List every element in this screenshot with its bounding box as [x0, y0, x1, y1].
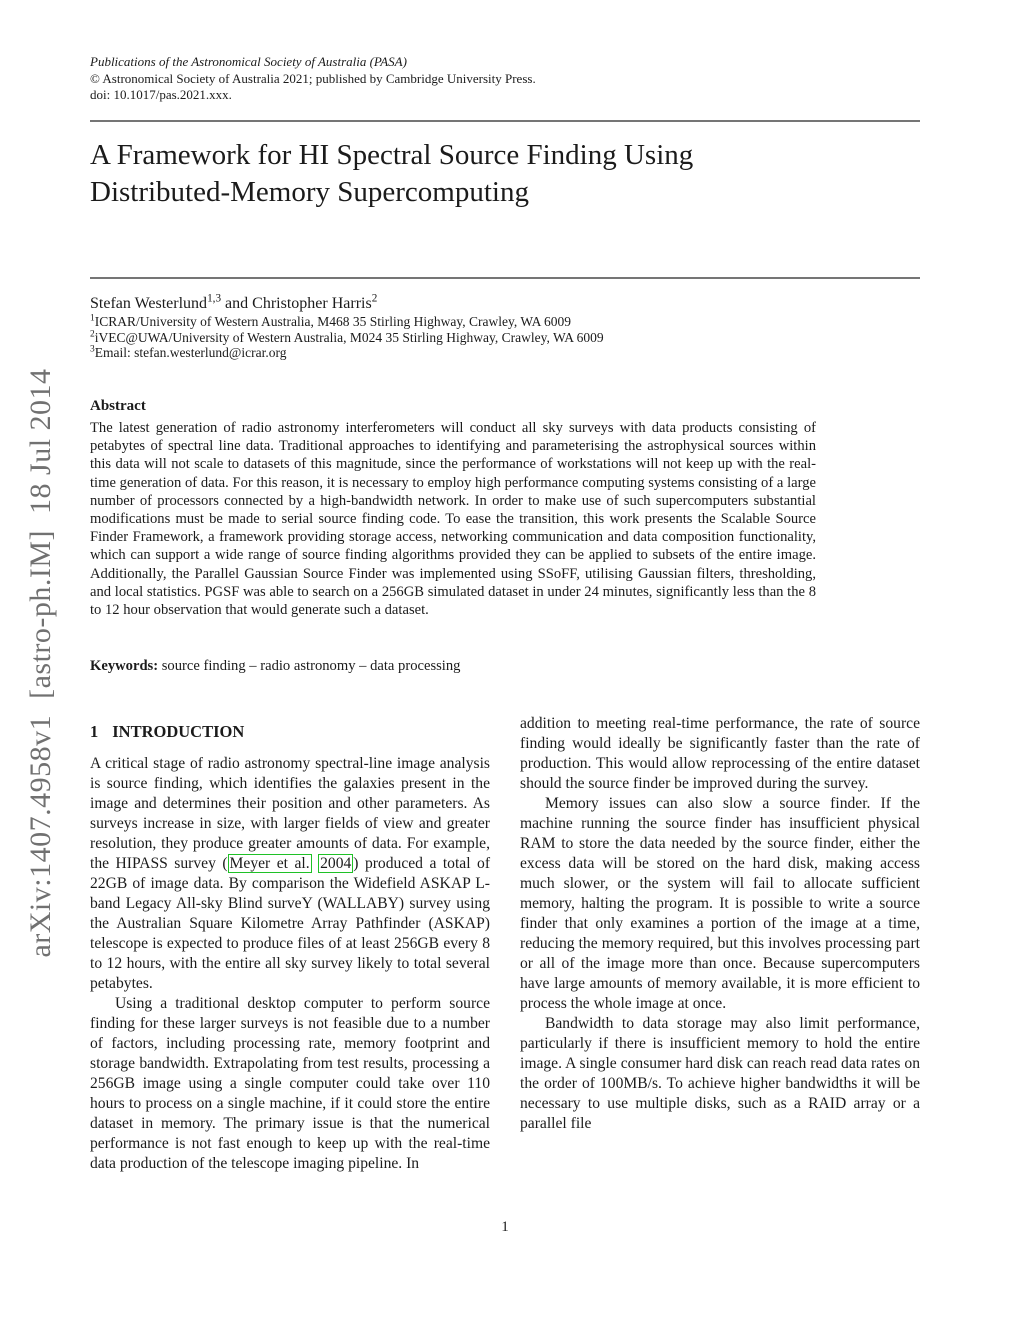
citation-link-2004[interactable]: 2004 — [320, 855, 352, 872]
abstract-body: The latest generation of radio astronomy interferometers will conduct all sky surveys with data products consisting of petabytes of spectral line data. Traditional approaches to identifying and parameterising the astrophysical sources within this data will not scale to datasets of this magnitude, since the performance of workstations will not keep up with the real-time generation of data. For this reason, it is necessary to employ high performance computing systems consisting of a large number of processors connected by a high-bandwidth network. In order to make use of such supercomputers substantial modifications must be made to serial source finding code. To ease the transition, this work presents the Scalable Source Finder Framework, a framework providing storage access, networking communication and data composition functionality, which can support a wide range of source finding algorithms provided they can be applied to subsets of the entire image. Additionally, the Parallel Gaussian Source Finder was implemented using SSoFF, utilising Gaussian filters, thresholding, and local statistics. PGSF was able to search on a 256GB simulated dataset in under 24 minutes, significantly less than the 8 to 12 hour observation that would generate such a dataset. — [90, 420, 816, 619]
affiliations — [90, 314, 920, 361]
journal-header — [90, 54, 920, 104]
affiliation-1-text: ICRAR/University of Western Australia, M468 35 Stirling Highway, Crawley, WA 6009 — [94, 314, 571, 329]
header-rule — [90, 120, 920, 122]
page-footer — [90, 1219, 920, 1236]
affiliation-2 — [90, 330, 920, 346]
author-1-affil-marker: 1,3 — [207, 292, 222, 305]
section-heading-introduction — [90, 722, 490, 742]
section-number: 1 — [90, 722, 99, 741]
paper-title-line2: Distributed-Memory Supercomputing — [90, 176, 529, 208]
right-column — [520, 714, 920, 1174]
two-column-body — [90, 714, 920, 1174]
keywords-line — [90, 658, 816, 675]
citation-link-meyer-et-al[interactable]: Meyer et al. — [229, 855, 310, 872]
affiliation-1 — [90, 314, 920, 330]
arxiv-stamp: arXiv:1407.4958v1 [astro-ph.IM] 18 Jul 2014 — [24, 368, 57, 958]
intro-paragraph-3: addition to meeting real-time performance, the rate of source finding would ideally be significantly faster than the rate of production. This would allow reprocessing of the entire dataset should the source finder be improved during the survey. — [520, 715, 920, 792]
affiliation-2-text: iVEC@UWA/University of Western Australia, M024 35 Stirling Highway, Crawley, WA 6009 — [94, 329, 604, 345]
doi-line: doi: 10.1017/pas.2021.xxx. — [90, 87, 232, 102]
affiliation-2-marker: 2 — [90, 329, 95, 339]
author-2: Christopher Harris — [252, 295, 372, 312]
intro-paragraph-4: Memory issues can also slow a source finder. If the machine running the source finder has insufficient physical RAM to store the data needed by the source finder, either the excess data will be stored on the hard disk, making access much slower, or the system will fail to allocate sufficient memory, halting the program. It is possible to write a source finder that only examines a portion of the image at a time, reducing the memory required, but this involves processing part or all of the image more than once. Because supercomputers have large amounts of memory available, it is more efficient to process the whole image at once. — [520, 795, 920, 1012]
affiliation-3-marker: 3 — [90, 344, 95, 355]
author-line — [90, 294, 920, 313]
keywords-text: source finding – radio astronomy – data processing — [158, 658, 461, 674]
abstract-heading: Abstract — [90, 398, 146, 414]
keywords-label: Keywords: — [90, 658, 159, 674]
abstract-section — [90, 398, 816, 619]
intro-paragraph-5: Bandwidth to data storage may also limit performance, particularly if there is insufficient memory to hold the entire image. A single consumer hard disk can reach read data rates on the order of 100MB/s. To achieve higher bandwidths it will be necessary to use multiple disks, such as a RAID array or a parallel file — [520, 1015, 920, 1132]
paper-title — [90, 137, 920, 211]
page-number: 1 — [501, 1219, 509, 1235]
author-2-affil-marker: 2 — [371, 292, 378, 305]
intro-paragraph-1 — [90, 754, 490, 994]
affiliation-3-text: Email: stefan.westerlund@icrar.org — [94, 345, 287, 360]
paper-title-line1: A Framework for HI Spectral Source Finding Using — [90, 139, 694, 171]
journal-name: Publications of the Astronomical Society of Australia (PASA) — [90, 54, 407, 69]
author-joiner: and — [221, 295, 253, 312]
title-rule — [90, 277, 920, 279]
intro-paragraph-1-text-before-citation: A critical stage of radio astronomy spectral-line image analysis is source finding, which identifies the galaxies present in the image and determines their position and other parameters. As surveys increase in size, with larger fields of view and greater resolution, they produce greater amounts of data. For example, the HIPASS survey ( — [90, 755, 490, 872]
section-title: INTRODUCTION — [112, 722, 245, 741]
affiliation-3 — [90, 345, 920, 361]
intro-paragraph-1-text-after-citation: ) produced a total of 22GB of image data. By comparison the Widefield ASKAP L-band Legacy All-sky Blind surveY (WALLABY) survey using the Australian Square Kilometre Array Pathfinder (ASKAP) telescope is expected to produce files of at least 256GB every 8 to 12 hours, with the entire all sky survey likely to total several petabytes. — [90, 855, 491, 992]
copyright-line: © Astronomical Society of Australia 2021; published by Cambridge University Press. — [90, 70, 536, 86]
author-1: Stefan Westerlund — [90, 295, 208, 312]
intro-paragraph-2: Using a traditional desktop computer to perform source finding for these larger surveys is not feasible due to a number of factors, including processing rate, memory footprint and storage bandwidth. Extrapolating from test results, processing a 256GB image using a single computer could take over 110 hours to process on a single machine, if it could store the entire dataset in memory. The primary issue is that the numerical performance is not fast enough to keep up with the real-time data production of the telescope imaging pipeline. In — [90, 995, 490, 1172]
affiliation-1-marker: 1 — [90, 313, 95, 324]
left-column — [90, 714, 490, 1174]
